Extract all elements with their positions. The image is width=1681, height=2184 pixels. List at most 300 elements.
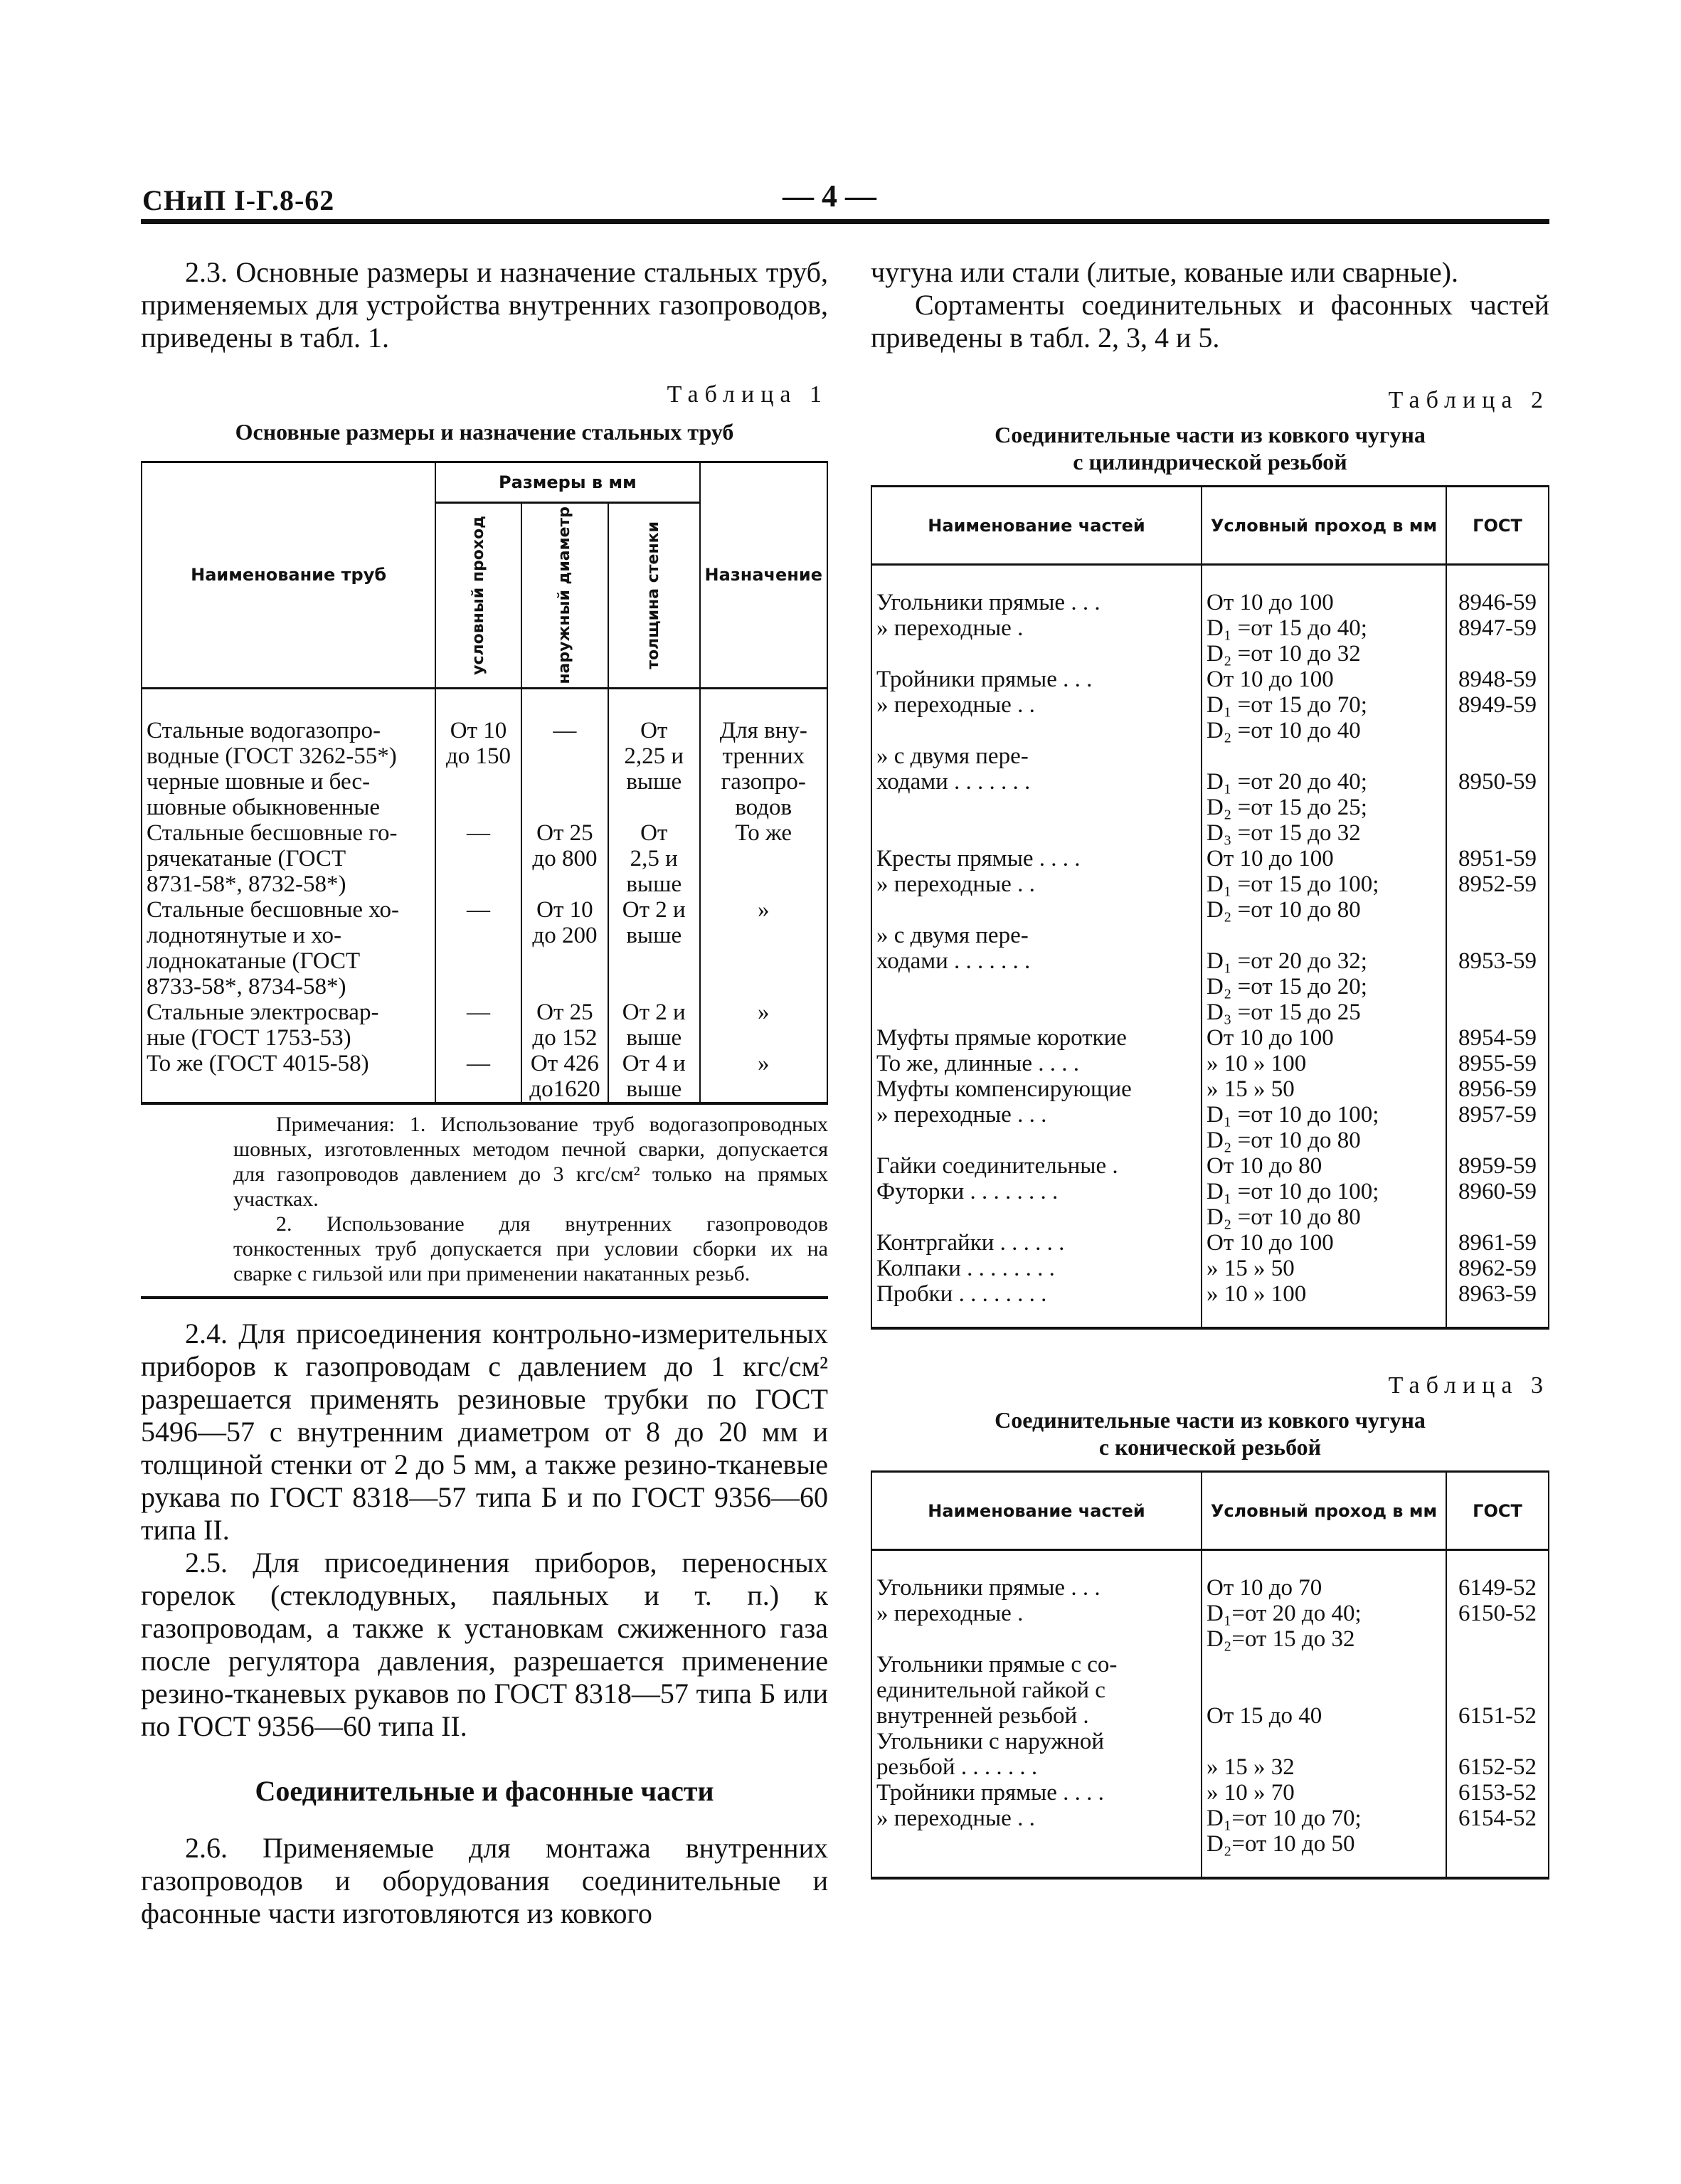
table2-cell-dn-line: D₁ =от 20 до 32; <box>1207 948 1367 974</box>
table2-cell-dn-line: D₁ =от 20 до 40; <box>1207 769 1367 795</box>
table3-cell-name-line: Угольники с наружной <box>876 1729 1104 1754</box>
table-row <box>871 565 1549 616</box>
table3-cell-dn <box>1202 1652 1446 1729</box>
table1-cell-wall-line: выше <box>626 768 682 795</box>
table-row <box>871 1179 1549 1230</box>
table-row <box>142 1051 827 1103</box>
table2-cell-dn-line: D₁ =от 10 до 100; <box>1207 1102 1379 1128</box>
table2-cell-dn-line: D₂ =от 10 до 80 <box>1207 897 1361 923</box>
table2-cell-gost-line: 8963-59 <box>1458 1281 1537 1307</box>
table2-cell-gost <box>1446 1102 1549 1153</box>
table3-label: Таблица 3 <box>1388 1372 1549 1399</box>
table2-cell-dn-line: От 10 до 100 <box>1207 1025 1334 1051</box>
table1-cell-wall-line: выше <box>626 1076 682 1102</box>
table3-cell-name-line: внутренней резьбой . <box>876 1703 1089 1729</box>
table1-cell-dn-line: — <box>467 1050 491 1076</box>
table2-cell-gost-line: 8962-59 <box>1458 1256 1537 1281</box>
table-row <box>871 1025 1549 1051</box>
table-row <box>871 1729 1549 1780</box>
table2-cell-name-line: ходами . . . . . . . <box>876 769 1031 795</box>
table1-cell-wall-line: От 2 и <box>622 999 686 1025</box>
table-row <box>142 897 827 1000</box>
table1-cell-od-line: — <box>553 717 577 743</box>
table1-cell-name-line: Стальные водогазопро- <box>147 717 381 743</box>
table2-cell-dn <box>1202 743 1446 846</box>
table3-cell-dn-line: » 15 » 32 <box>1207 1754 1295 1780</box>
table1-note-2: 2. Использование для внутренних газопроводов тонкостенных труб допускается при условии сборки их на сварке с гильзой или при применении накатанных резьб. <box>233 1212 828 1286</box>
table2-cell-gost <box>1446 1153 1549 1179</box>
table-row <box>871 1281 1549 1307</box>
table2-cell-name <box>871 846 1202 871</box>
table1-cell-wall-line: выше <box>626 922 682 948</box>
table2-cell-dn-line: D₁ =от 15 до 40; <box>1207 615 1367 641</box>
table2-cell-gost <box>1446 743 1549 846</box>
table2-cell-gost-line: 8946-59 <box>1458 590 1537 615</box>
table2-cell-gost <box>1446 1076 1549 1102</box>
table-row <box>871 1230 1549 1256</box>
table1-bottom-rule <box>141 1296 828 1299</box>
table1-cell-od-line: От 426 <box>530 1050 599 1076</box>
table2-cell-gost <box>1446 1256 1549 1281</box>
table-row <box>871 1256 1549 1281</box>
table1-cell-od <box>521 1000 608 1051</box>
table-row <box>871 1550 1549 1601</box>
paragraph-2-6: 2.6. Применяемые для монтажа внутренних газопроводов и оборудования соединительные и фасонные части изготовляются из ковкого <box>141 1831 828 1929</box>
table2-cell-name-line: Муфты компенсирующие <box>876 1076 1132 1102</box>
table1-cell-name-line: лоднотянутые и хо- <box>147 922 341 948</box>
table1-cell-name <box>142 688 435 820</box>
table2-cell-dn-line <box>1207 923 1441 948</box>
table-row <box>871 1780 1549 1806</box>
table2-cell-gost <box>1446 1281 1549 1307</box>
table2-cell-gost <box>1446 1025 1549 1051</box>
table2-cell-name-line: ходами . . . . . . . <box>876 948 1031 974</box>
table2-cell-name-line: Кресты прямые . . . . <box>876 846 1081 871</box>
table1-label: Таблица 1 <box>667 381 828 408</box>
table2-cell-dn-line: D₂ =от 15 до 20; <box>1207 974 1367 1000</box>
table1-cell-purpose <box>700 688 827 820</box>
table3-cell-gost <box>1446 1806 1549 1857</box>
table-row <box>871 1601 1549 1652</box>
table2-cell-dn-line: D₃ =от 15 до 25 <box>1207 1000 1361 1025</box>
table2-cell-name <box>871 1256 1202 1281</box>
table1-cell-wall <box>608 688 700 820</box>
table2-cell-name <box>871 615 1202 667</box>
table3-head-gost: ГОСТ <box>1446 1472 1549 1550</box>
table1-cell-purpose-line: газопро- <box>721 768 806 795</box>
table1-cell-dn-line: — <box>467 820 491 846</box>
table1-head-od: наружный диаметр <box>555 507 573 684</box>
spacer-cell <box>1202 1307 1446 1328</box>
table2-cell-gost-line: 8953-59 <box>1458 948 1537 974</box>
table3-cell-name <box>871 1652 1202 1729</box>
table2-cell-gost-line: 8961-59 <box>1458 1230 1537 1256</box>
table1-cell-name-line: черные шовные и бес- <box>147 768 371 795</box>
table2-cell-name <box>871 743 1202 846</box>
table1-cell-name-line: водные (ГОСТ 3262-55*) <box>147 743 397 769</box>
table1-cell-wall <box>608 1000 700 1051</box>
table-row <box>871 846 1549 871</box>
table3-cell-gost-line: 6153-52 <box>1458 1780 1537 1806</box>
table3-cell-gost-line <box>1451 1729 1544 1754</box>
table3-cell-dn <box>1202 1806 1446 1857</box>
table1-cell-name-line: 8733-58*, 8734-58*) <box>147 973 346 1000</box>
table2-cell-name-line: Пробки . . . . . . . . <box>876 1281 1047 1307</box>
table3-cell-name-line: » переходные . <box>876 1601 1024 1626</box>
table2-cell-dn <box>1202 1076 1446 1102</box>
table2-cell-dn-line: D₂ =от 15 до 25; <box>1207 795 1367 820</box>
table1-cell-wall-line: 2,25 и <box>624 743 684 769</box>
right-column <box>871 256 1549 1880</box>
spacer-cell <box>1202 1857 1446 1878</box>
table3-head-name: Наименование частей <box>871 1472 1202 1550</box>
table1-cell-wall-line: От 2 и <box>622 896 686 923</box>
table2-cell-dn <box>1202 1051 1446 1076</box>
table2-cell-gost-line: 8956-59 <box>1458 1076 1537 1102</box>
table1-head-dn: условный проход <box>469 515 487 675</box>
table1-cell-dn <box>435 1051 521 1103</box>
table1-cell-od <box>521 688 608 820</box>
table1-cell-dn <box>435 820 521 897</box>
paragraph-2-3: 2.3. Основные размеры и назначение стальных труб, применяемых для устройства внутренних газопроводов, приведены в табл. 1. <box>141 256 828 354</box>
table-row <box>871 667 1549 692</box>
table2-cell-name-line: » переходные . . <box>876 692 1035 718</box>
table-row <box>871 615 1549 667</box>
table-row <box>142 688 827 820</box>
table2-cell-gost <box>1446 615 1549 667</box>
table2-cell-dn-line: D₁ =от 15 до 100; <box>1207 871 1379 897</box>
table1-head-wall-cell <box>608 503 700 689</box>
table2-cell-dn-line: От 10 до 100 <box>1207 667 1334 692</box>
table3-cell-dn <box>1202 1550 1446 1601</box>
table-row-spacer <box>871 1857 1549 1878</box>
table2-cell-dn-line: От 10 до 100 <box>1207 846 1334 871</box>
table2-cell-gost <box>1446 923 1549 1025</box>
table1-cell-purpose <box>700 1000 827 1051</box>
table1-cell-wall <box>608 897 700 1000</box>
table2-cell-name-line: Тройники прямые . . . <box>876 667 1093 692</box>
table3-cell-gost <box>1446 1652 1549 1729</box>
table1-cell-od-line: до1620 <box>529 1076 600 1102</box>
table1-cell-purpose-line: » <box>758 896 770 923</box>
table2-cell-name-line: » с двумя пере- <box>876 923 1029 948</box>
table-row <box>871 1051 1549 1076</box>
table2-cell-dn <box>1202 1025 1446 1051</box>
table3-head-dn: Условный проход в мм <box>1202 1472 1446 1550</box>
spacer-cell <box>871 1307 1202 1328</box>
table-row <box>142 1000 827 1051</box>
table1-head-sizes: Размеры в мм <box>435 462 699 503</box>
spacer-cell <box>871 1857 1202 1878</box>
table2-cell-name <box>871 667 1202 692</box>
table2-cell-dn <box>1202 871 1446 923</box>
table2-cell-name <box>871 1281 1202 1307</box>
table2-cell-name <box>871 871 1202 923</box>
table2-cell-name <box>871 1076 1202 1102</box>
table-row <box>871 1652 1549 1729</box>
table-row-spacer <box>871 1307 1549 1328</box>
table2 <box>871 485 1549 1330</box>
table-row <box>871 692 1549 743</box>
table3-cell-gost <box>1446 1550 1549 1601</box>
document-code: СНиП І-Г.8-62 <box>142 184 335 216</box>
table1-cell-name-line: Стальные электросвар- <box>147 999 379 1025</box>
table2-cell-gost-line: 8948-59 <box>1458 667 1537 692</box>
table1-cell-od <box>521 1051 608 1103</box>
table3-cell-dn-line <box>1207 1729 1441 1754</box>
table2-cell-dn-line: D₃ =от 15 до 32 <box>1207 820 1361 846</box>
table-row <box>871 1076 1549 1102</box>
table3 <box>871 1470 1549 1880</box>
table2-cell-dn <box>1202 1256 1446 1281</box>
table2-cell-gost-line: 8960-59 <box>1458 1179 1537 1204</box>
table2-cell-dn <box>1202 1230 1446 1256</box>
table1-cell-dn-line: — <box>467 896 491 923</box>
table2-cell-gost-line: 8949-59 <box>1458 692 1537 718</box>
table2-cell-dn <box>1202 692 1446 743</box>
table2-cell-gost-line: 8951-59 <box>1458 846 1537 871</box>
table2-cell-dn <box>1202 1179 1446 1230</box>
table3-cell-name <box>871 1806 1202 1857</box>
table2-cell-dn <box>1202 923 1446 1025</box>
table1 <box>141 461 828 1105</box>
table2-cell-dn-line: D₂ =от 10 до 80 <box>1207 1204 1361 1230</box>
table3-title <box>871 1406 1549 1461</box>
paragraph-assortment: Сортаменты соединительных и фасонных частей приведены в табл. 2, 3, 4 и 5. <box>871 289 1549 354</box>
table2-label: Таблица 2 <box>1388 387 1549 413</box>
table3-cell-gost-line: 6154-52 <box>1458 1806 1537 1831</box>
table3-cell-name-line: Тройники прямые . . . . <box>876 1780 1104 1806</box>
table3-cell-dn-line <box>1207 1677 1441 1703</box>
table1-cell-wall-line: От 4 и <box>622 1050 686 1076</box>
table3-cell-name <box>871 1780 1202 1806</box>
paragraph-2-5: 2.5. Для присоединения приборов, переносных горелок (стеклодувных, паяльных и т. п.) к газопроводам, а также к установкам сжиженного газа после регулятора давления, разрешается применение резино-тканевых рукавов по ГОСТ 8318—57 типа Б или по ГОСТ 9356—60 типа II. <box>141 1546 828 1742</box>
table2-cell-gost <box>1446 846 1549 871</box>
table2-cell-dn <box>1202 1281 1446 1307</box>
table3-cell-gost-line <box>1451 1677 1544 1703</box>
table2-title-line1: Соединительные части из ковкого чугуна <box>995 422 1426 447</box>
table3-cell-dn-line: D₁=от 10 до 70; <box>1207 1806 1362 1831</box>
header-rule <box>141 219 1549 224</box>
table1-cell-name-line: То же (ГОСТ 4015-58) <box>147 1050 369 1076</box>
table1-cell-od <box>521 820 608 897</box>
table3-title-line2: с конической резьбой <box>1098 1434 1322 1460</box>
table1-cell-od-line: до 200 <box>532 922 598 948</box>
table2-cell-dn <box>1202 565 1446 616</box>
table2-cell-gost <box>1446 565 1549 616</box>
table1-cell-od-line: От 10 <box>536 896 593 923</box>
table1-cell-od-line: до 800 <box>532 845 598 871</box>
table2-cell-gost-line: 8950-59 <box>1458 769 1537 795</box>
table2-title-line2: с цилиндрической резьбой <box>1073 449 1347 475</box>
table1-cell-purpose <box>700 820 827 897</box>
table-row <box>871 1102 1549 1153</box>
table2-cell-name <box>871 1230 1202 1256</box>
table3-cell-gost-line <box>1451 1652 1544 1677</box>
table1-cell-od-line: до 152 <box>532 1024 598 1051</box>
table2-cell-dn-line: От 10 до 100 <box>1207 1230 1334 1256</box>
table2-cell-dn-line: D₂ =от 10 до 80 <box>1207 1128 1361 1153</box>
table2-cell-name-line: Муфты прямые короткие <box>876 1025 1127 1051</box>
table3-cell-dn <box>1202 1729 1446 1780</box>
table2-cell-name-line: » переходные . <box>876 615 1024 641</box>
table1-cell-wall <box>608 1051 700 1103</box>
table2-cell-name <box>871 1102 1202 1153</box>
table2-cell-name-line: » переходные . . . <box>876 1102 1047 1128</box>
table-row <box>142 820 827 897</box>
table2-cell-gost-line: 8952-59 <box>1458 871 1537 897</box>
table3-cell-name-line: резьбой . . . . . . . <box>876 1754 1038 1780</box>
table1-note-1: Примечания: 1. Использование труб водогазопроводных шовных, изготовленных методом печной сварки, допускается для газопроводов давлением до 3 кгс/см² только на прямых участках. <box>233 1112 828 1211</box>
table2-cell-gost-line: 8955-59 <box>1458 1051 1537 1076</box>
table3-cell-gost-line: 6151-52 <box>1458 1703 1537 1729</box>
page-number: — 4 — <box>783 179 876 213</box>
table3-cell-gost <box>1446 1601 1549 1652</box>
table1-cell-od <box>521 897 608 1000</box>
table3-cell-gost-line: 6152-52 <box>1458 1754 1537 1780</box>
paragraph-2-6-continued: чугуна или стали (литые, кованые или сварные). <box>871 256 1458 288</box>
table1-cell-purpose <box>700 897 827 1000</box>
table2-head-name: Наименование частей <box>871 487 1202 565</box>
table3-cell-name <box>871 1601 1202 1652</box>
table1-cell-dn <box>435 897 521 1000</box>
table3-cell-name-line: Угольники прямые . . . <box>876 1575 1101 1601</box>
table2-cell-dn-line: D₂ =от 10 до 32 <box>1207 641 1361 667</box>
table1-cell-name-line: рячекатаные (ГОСТ <box>147 845 346 871</box>
table1-cell-name <box>142 1051 435 1103</box>
table2-cell-gost-line: 8959-59 <box>1458 1153 1537 1179</box>
table1-cell-dn-line: — <box>467 999 491 1025</box>
table2-cell-gost <box>1446 667 1549 692</box>
table1-cell-purpose-line: Для вну- <box>719 717 807 743</box>
table3-cell-dn-line: D₂=от 10 до 50 <box>1207 1831 1355 1857</box>
table2-cell-name-line: » с двумя пере- <box>876 743 1029 769</box>
table3-cell-dn-line <box>1207 1652 1441 1677</box>
table2-cell-name-line: » переходные . . <box>876 871 1035 897</box>
table2-cell-dn <box>1202 1153 1446 1179</box>
table1-cell-dn-line: до 150 <box>446 743 511 769</box>
table2-cell-gost-line: 8954-59 <box>1458 1025 1537 1051</box>
table1-title: Основные размеры и назначение стальных труб <box>235 419 734 445</box>
table3-cell-dn <box>1202 1601 1446 1652</box>
table-row <box>871 1153 1549 1179</box>
table1-cell-purpose-line: водов <box>735 794 792 820</box>
table3-cell-dn-line: От 15 до 40 <box>1207 1703 1322 1729</box>
table2-cell-gost <box>1446 871 1549 923</box>
table3-cell-name <box>871 1729 1202 1780</box>
table2-head-dn: Условный проход в мм <box>1202 487 1446 565</box>
table2-cell-name <box>871 692 1202 743</box>
table2-cell-gost-line <box>1451 923 1544 948</box>
table1-cell-od-line: От 25 <box>536 999 593 1025</box>
table2-title <box>871 421 1549 475</box>
table2-cell-name-line: То же, длинные . . . . <box>876 1051 1079 1076</box>
table2-cell-name <box>871 565 1202 616</box>
table2-cell-name-line: Футорки . . . . . . . . <box>876 1179 1059 1204</box>
table2-cell-dn-line: От 10 до 100 <box>1207 590 1334 615</box>
table1-cell-dn-line: От 10 <box>450 717 507 743</box>
table1-cell-dn <box>435 688 521 820</box>
table3-cell-name-line: Угольники прямые с со- <box>876 1652 1118 1677</box>
table1-cell-name <box>142 1000 435 1051</box>
table3-title-line1: Соединительные части из ковкого чугуна <box>995 1407 1426 1433</box>
table1-cell-name-line: 8731-58*, 8732-58*) <box>147 871 346 897</box>
table1-cell-wall <box>608 820 700 897</box>
table1-cell-purpose <box>700 1051 827 1103</box>
section-heading: Соединительные и фасонные части <box>255 1774 714 1807</box>
table1-cell-wall-line: выше <box>626 871 682 897</box>
table1-cell-name-line: шовные обыкновенные <box>147 794 381 820</box>
table2-cell-gost <box>1446 1051 1549 1076</box>
table3-cell-dn <box>1202 1780 1446 1806</box>
table2-cell-dn-line <box>1207 743 1441 769</box>
table2-head-gost: ГОСТ <box>1446 487 1549 565</box>
table1-head-dn-cell <box>435 503 521 689</box>
table2-cell-dn-line: » 10 » 100 <box>1207 1051 1307 1076</box>
spacer-cell <box>1446 1857 1549 1878</box>
table2-cell-dn <box>1202 615 1446 667</box>
table1-head-od-cell <box>521 503 608 689</box>
table1-cell-purpose-line: » <box>758 999 770 1025</box>
table1-cell-name <box>142 820 435 897</box>
table2-cell-dn-line: D₁ =от 15 до 70; <box>1207 692 1367 718</box>
table2-cell-name-line: Колпаки . . . . . . . . <box>876 1256 1055 1281</box>
table1-cell-purpose-line: тренних <box>722 743 805 769</box>
table2-cell-name <box>871 1179 1202 1230</box>
table3-cell-name-line: единительной гайкой с <box>876 1677 1105 1703</box>
table2-cell-dn <box>1202 667 1446 692</box>
table2-cell-gost-line: 8957-59 <box>1458 1102 1537 1128</box>
table2-cell-name-line: Контргайки . . . . . . <box>876 1230 1065 1256</box>
table1-notes <box>141 1112 828 1286</box>
table2-cell-dn-line: » 15 » 50 <box>1207 1256 1295 1281</box>
table2-cell-gost <box>1446 1230 1549 1256</box>
table1-head-wall: толщина стенки <box>645 521 663 669</box>
table1-head-purpose: Назначение <box>700 462 827 689</box>
table1-cell-name-line: Стальные бесшовные хо- <box>147 896 400 923</box>
table1-cell-dn <box>435 1000 521 1051</box>
table2-cell-name <box>871 1051 1202 1076</box>
table3-cell-dn-line: » 10 » 70 <box>1207 1780 1295 1806</box>
table2-cell-dn-line: D₁ =от 10 до 100; <box>1207 1179 1379 1204</box>
table3-cell-gost-line: 6150-52 <box>1458 1601 1537 1626</box>
table1-cell-name-line: лоднокатаные (ГОСТ <box>147 948 361 974</box>
table2-cell-dn-line: D₂ =от 10 до 40 <box>1207 718 1361 743</box>
table1-cell-wall-line: От <box>640 820 668 846</box>
table1-cell-name-line: Стальные бесшовные го- <box>147 820 398 846</box>
table2-cell-gost-line <box>1451 743 1544 769</box>
table3-cell-dn-line: D₂=от 15 до 32 <box>1207 1626 1355 1652</box>
table2-cell-dn-line: От 10 до 80 <box>1207 1153 1322 1179</box>
table2-cell-name <box>871 1153 1202 1179</box>
table1-cell-name <box>142 897 435 1000</box>
table2-cell-gost <box>1446 1179 1549 1230</box>
table1-cell-wall-line: 2,5 и <box>630 845 678 871</box>
left-column <box>141 256 828 1930</box>
table3-cell-dn-line: D₁=от 20 до 40; <box>1207 1601 1362 1626</box>
table3-cell-name-line: » переходные . . <box>876 1806 1035 1831</box>
table1-cell-wall-line: выше <box>626 1024 682 1051</box>
table2-cell-name <box>871 923 1202 1025</box>
table2-cell-name-line: Угольники прямые . . . <box>876 590 1101 615</box>
table2-cell-dn <box>1202 1102 1446 1153</box>
table3-cell-gost <box>1446 1780 1549 1806</box>
table2-cell-gost-line: 8947-59 <box>1458 615 1537 641</box>
table3-cell-name <box>871 1550 1202 1601</box>
table-row <box>871 743 1549 846</box>
table2-cell-name <box>871 1025 1202 1051</box>
table2-cell-dn-line: » 10 » 100 <box>1207 1281 1307 1307</box>
